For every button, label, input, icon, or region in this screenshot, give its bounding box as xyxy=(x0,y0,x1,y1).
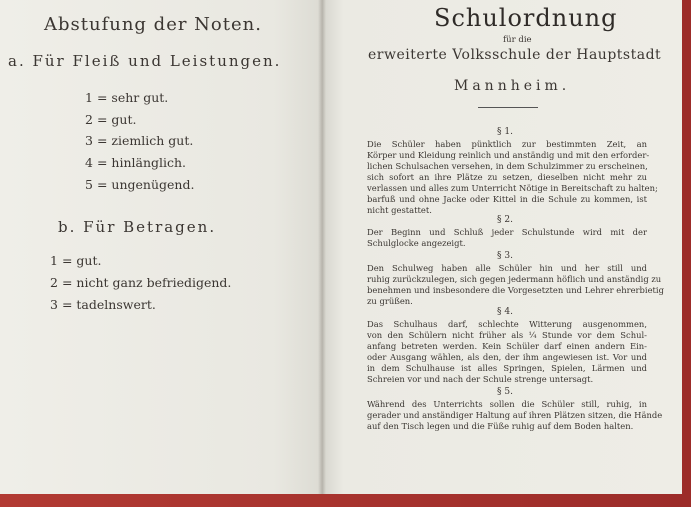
section-number: § 1. xyxy=(497,127,513,137)
title-divider xyxy=(478,107,538,108)
grade-equals: = xyxy=(61,253,73,268)
grade-a-row xyxy=(85,155,186,170)
paragraph-line: Körper und Kleidung reinlich und anständig und mit den erforder- xyxy=(367,150,650,160)
paragraph-line: Schulglocke angezeigt. xyxy=(367,238,466,248)
grade-equals: = xyxy=(96,90,108,105)
grade-b-row xyxy=(50,253,101,268)
grade-number: 2 xyxy=(50,275,58,290)
paragraph-line: verlassen und alles zum Unterricht Nötige in Bereitschaft zu halten; xyxy=(367,183,658,193)
grade-text: gut. xyxy=(111,112,137,127)
grade-a-row xyxy=(85,177,194,192)
grade-equals: = xyxy=(61,275,73,290)
paragraph-line: anfang betreten werden. Kein Schüler darf einen andern Ein- xyxy=(367,341,647,351)
paragraph-line: Die Schüler haben pünktlich zur bestimmten Zeit, an xyxy=(367,139,647,149)
paragraph-line: in dem Schulhause ist alles Springen, Spielen, Lärmen und xyxy=(367,363,647,373)
section-number: § 5. xyxy=(497,387,513,397)
paragraph-line: auf den Tisch legen und die Füße ruhig auf dem Boden halten. xyxy=(367,421,634,431)
paragraph-line: Während des Unterrichts sollen die Schüler still, ruhig, in xyxy=(367,399,647,409)
paragraph-line: von den Schülern nicht früher als ¼ Stunde vor dem Schul- xyxy=(367,330,647,340)
left-page xyxy=(0,0,322,494)
paragraph-line: ruhig zurückzulegen, sich gegen jedermann höflich und anständig zu xyxy=(367,274,662,284)
grade-number: 2 xyxy=(85,112,93,127)
paragraph-line: benehmen und insbesondere die Vorgesetzten und Lehrer ehrerbietig xyxy=(367,285,664,295)
grade-a-row xyxy=(85,90,168,105)
grade-text: ungenügend. xyxy=(111,177,195,192)
paragraph-line: zu grüßen. xyxy=(367,296,413,306)
section-paragraph xyxy=(367,399,663,432)
grade-text: hinlänglich. xyxy=(111,155,187,170)
paragraph-line: sich sofort an ihre Plätze zu setzen, dieselben nicht mehr zu xyxy=(367,172,647,182)
subtitle-connector: für die xyxy=(503,35,532,45)
section-b-heading: b. Für Betragen. xyxy=(58,218,217,236)
left-page-title: Abstufung der Noten. xyxy=(44,14,262,35)
paragraph-line: Schreien vor und nach der Schule strenge untersagt. xyxy=(367,374,594,384)
section-paragraph xyxy=(367,139,658,216)
paragraph-line: Der Beginn und Schluß jeder Schulstunde wird mit der xyxy=(367,227,647,237)
grade-number: 1 xyxy=(50,253,58,268)
paragraph-line: gerader und anständiger Haltung auf ihren Plätzen sitzen, die Hände xyxy=(367,410,663,420)
paragraph-line: barfuß und ohne Jacke oder Kittel in die Schule zu kommen, ist xyxy=(367,194,647,204)
paragraph-line: nicht gestattet. xyxy=(367,205,432,215)
grade-number: 1 xyxy=(85,90,93,105)
section-paragraph xyxy=(367,263,664,307)
grade-equals: = xyxy=(96,155,108,170)
grade-text: gut. xyxy=(76,253,102,268)
section-number: § 4. xyxy=(497,307,513,317)
paragraph-line: Das Schulhaus darf, schlechte Witterung ausgenommen, xyxy=(367,319,647,329)
grade-equals: = xyxy=(96,177,108,192)
grade-equals: = xyxy=(61,297,73,312)
grade-number: 3 xyxy=(85,133,93,148)
grade-b-row xyxy=(50,297,156,312)
section-number: § 2. xyxy=(497,215,513,225)
paragraph-line: Den Schulweg haben alle Schüler hin und her still und xyxy=(367,263,647,273)
grade-equals: = xyxy=(96,112,108,127)
right-page-subtitle: erweiterte Volksschule der Hauptstadt xyxy=(368,47,662,63)
grade-text: tadelnswert. xyxy=(76,297,156,312)
section-number: § 3. xyxy=(497,251,513,261)
right-page-title: Schulordnung xyxy=(434,4,618,32)
grade-b-row xyxy=(50,275,231,290)
grade-text: ziemlich gut. xyxy=(111,133,194,148)
paragraph-line: lichen Schulsachen versehen, in dem Schulzimmer zu erscheinen, xyxy=(367,161,648,171)
book-gutter xyxy=(318,0,326,494)
grade-a-row xyxy=(85,133,193,148)
grade-text: nicht ganz befriedigend. xyxy=(76,275,232,290)
section-a-heading: a. Für Fleiß und Leistungen. xyxy=(8,52,282,70)
grade-equals: = xyxy=(96,133,108,148)
section-paragraph xyxy=(367,319,647,385)
grade-a-row xyxy=(85,112,136,127)
grade-number: 5 xyxy=(85,177,93,192)
grade-text: sehr gut. xyxy=(111,90,169,105)
grade-number: 4 xyxy=(85,155,93,170)
city-name: Mannheim. xyxy=(454,78,571,94)
grade-number: 3 xyxy=(50,297,58,312)
paragraph-line: oder Ausgang wählen, als den, der ihm angewiesen ist. Vor und xyxy=(367,352,647,362)
section-paragraph xyxy=(367,227,647,249)
